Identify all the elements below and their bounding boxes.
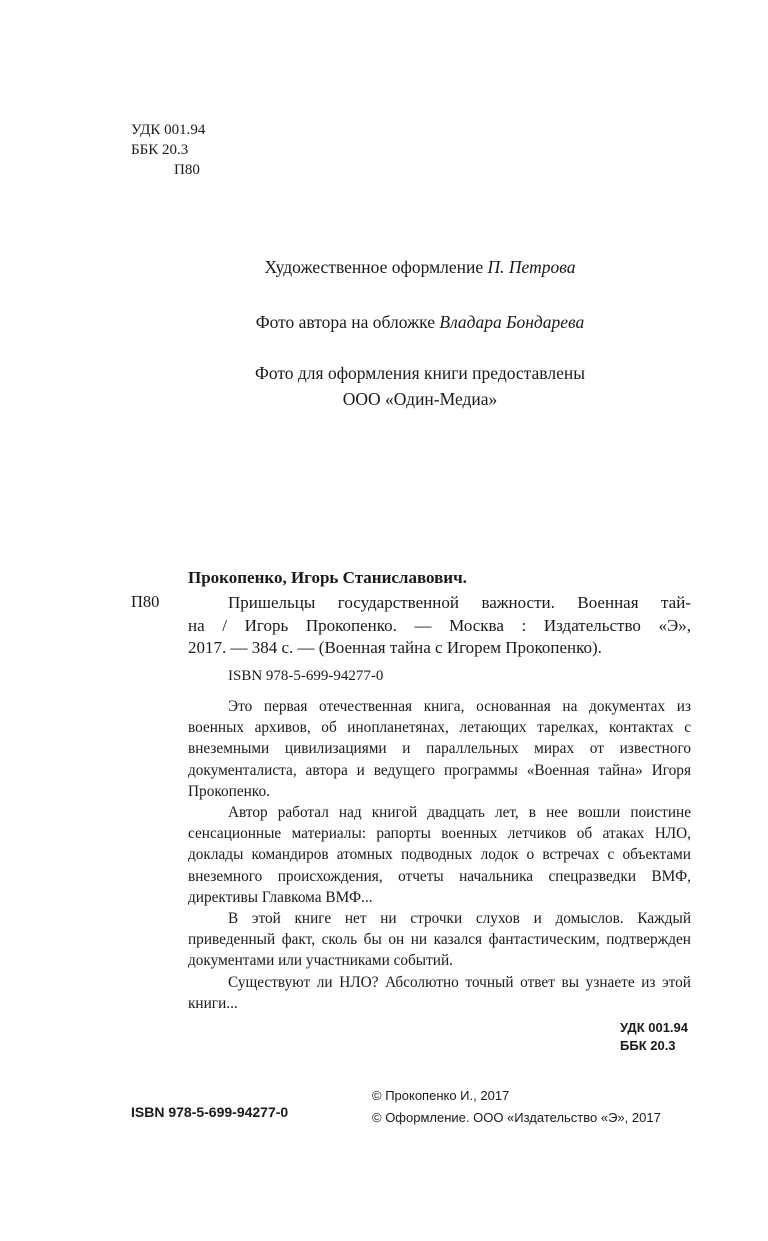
abstract-paragraph: Автор работал над книгой двадцать лет, в нее вошли поистине сенсационные материалы: рапорты военных летчиков об атаках НЛО, доклады командиров атомных подводных лодок о встречах с объектами внеземного происхождения, отчеты начальника спецразведки ВМФ, директивы Главкома ВМФ... xyxy=(188,804,691,906)
photo-credit xyxy=(0,309,768,335)
catalog-isbn: ISBN 978-5-699-94277-0 xyxy=(228,668,384,684)
abstract xyxy=(188,696,691,1014)
photographer-name: Владара Бондарева xyxy=(439,312,585,332)
catalog-line-3: 2017. — 384 с. — (Военная тайна с Игорем Прокопенко). xyxy=(188,638,602,658)
udk-code: УДК 001.94 xyxy=(131,122,206,138)
bbk-code-bottom: ББК 20.3 xyxy=(620,1038,676,1053)
udk-code-bottom: УДК 001.94 xyxy=(620,1020,688,1035)
classification-bottom xyxy=(620,1019,688,1055)
copyright-block xyxy=(372,1085,661,1129)
photo-credit-prefix: Фото автора на обложке xyxy=(255,312,435,332)
design-credit xyxy=(0,254,768,280)
catalog-author-mark: П80 xyxy=(131,592,160,611)
photo-provided-credit xyxy=(0,360,768,412)
abstract-paragraph: Существуют ли НЛО? Абсолютно точный ответ вы узнаете из этой книги... xyxy=(188,973,691,1012)
abstract-paragraph: Это первая отечественная книга, основанная на документах из военных архивов, об инопланетянах, летающих тарелках, контактах с внеземными цивилизациями и параллельных мирах от известного документалиста, автора и ведущего программы «Военная тайна» Игоря Прокопенко. xyxy=(188,698,691,800)
copyright-design: © Оформление. ООО «Издательство «Э», 2017 xyxy=(372,1110,661,1125)
bbk-code: ББК 20.3 xyxy=(131,142,189,158)
catalog-line-1: Пришельцы государственной важности. Военная тай- xyxy=(228,593,691,612)
designer-name: П. Петрова xyxy=(487,257,576,277)
copyright-author: © Прокопенко И., 2017 xyxy=(372,1088,510,1103)
abstract-paragraph: В этой книге нет ни строчки слухов и домыслов. Каждый приведенный факт, сколь бы он ни казался фантастическим, подтвержден документами или участниками событий. xyxy=(188,910,691,970)
classification-block xyxy=(131,120,205,180)
design-credit-prefix: Художественное оформление xyxy=(264,257,484,277)
catalog-line-2: на / Игорь Прокопенко. — Москва : Издательство «Э», xyxy=(188,615,691,635)
photo-provided-line2: ООО «Один-Медиа» xyxy=(342,389,498,409)
photo-provided-line1: Фото для оформления книги предоставлены xyxy=(255,363,585,383)
catalog-author-heading: Прокопенко, Игорь Станиславович. xyxy=(188,568,467,587)
footer-isbn: ISBN 978-5-699-94277-0 xyxy=(131,1104,289,1120)
author-mark: П80 xyxy=(174,162,200,178)
catalog-description xyxy=(188,592,691,660)
